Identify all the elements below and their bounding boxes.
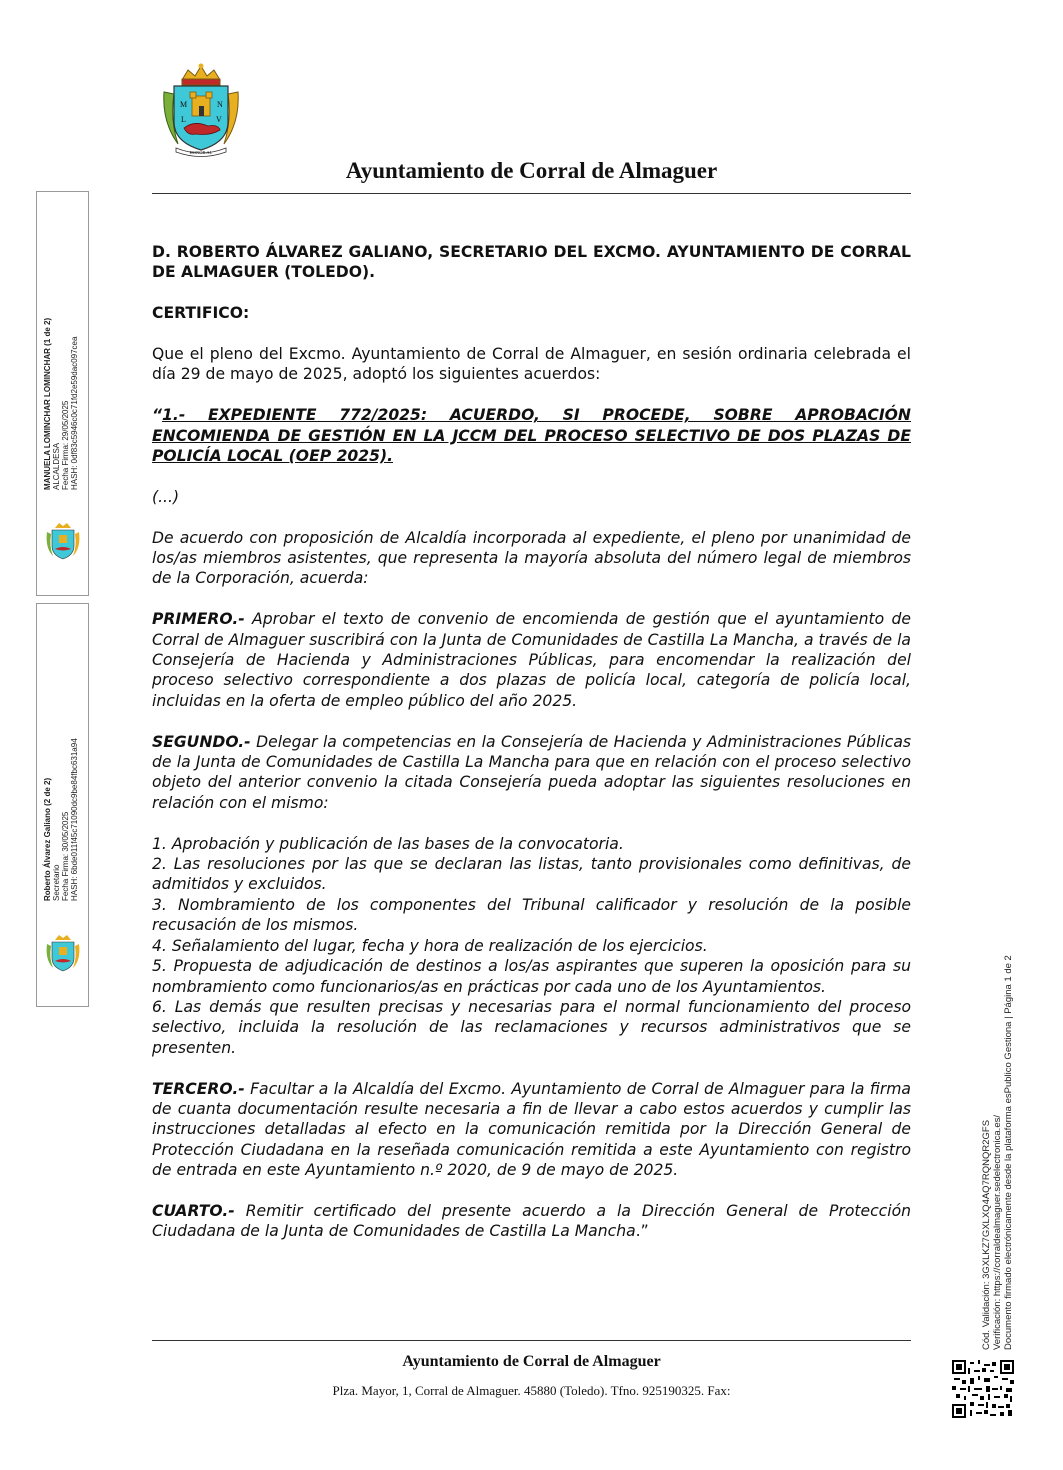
svg-text:L: L [181,115,186,124]
list-item: 2. Las resoluciones por las que se declaran las listas, tanto provisionales como definitivas, de admitidos y excluidos. [152,855,911,894]
resolution-intro: De acuerdo con proposición de Alcaldía incorporada al expediente, el pleno por unanimidad de los/as miembros asistentes, que representa la mayoría absoluta del número legal de miembros de la Corporación, acuerda: [152,528,911,588]
qr-code-icon [952,1360,1014,1418]
cuarto-paragraph [152,1201,911,1242]
signer-role: ALCALDESA [52,442,61,490]
segundo-text: Delegar la competencias en la Consejería de Hacienda y Administraciones Públicas de la Junta de Comunidades de Castilla La Mancha para que en relación con el proceso selectivo objeto del anterior convenio la citada Consejería pueda adoptar las siguientes resoluciones en relación con el mismo: [152,732,911,812]
document-body [152,242,911,1242]
svg-text:HONOR AL: HONOR AL [189,150,213,155]
svg-text:V: V [216,115,222,124]
ellipsis: (...) [152,487,180,506]
validation-code: Cód. Validación: 3GXLKZ7GXLXQ4AQ7RQNQR2GFS [981,1119,992,1350]
svg-text:M: M [180,100,188,109]
page-title: Ayuntamiento de Corral de Almaguer [345,158,718,183]
platform-note: Documento firmado electrónicamente desde la plataforma esPublico Gestiona | Página 1 de 2 [1003,955,1014,1350]
svg-text:N: N [217,100,223,109]
signature-date: Fecha Firma: 29/05/2025 [61,400,70,490]
footer-organization: Ayuntamiento de Corral de Almaguer [402,1353,661,1370]
list-item: 6. Las demás que resulten precisas y necesarias para el normal funcionamiento del proceso selectivo, incluida la resolución de las reclamaciones y recursos administrativos que se presenten. [152,997,911,1057]
signature-box-1 [36,191,89,596]
list-item: 1. Aprobación y publicación de las bases de la convocatoria. [152,834,624,853]
crest-icon [43,934,83,974]
verification-text [981,955,1014,1350]
signer-name: MANUELA LOMINCHAR LOMINCHAR (1 de 2) [43,317,52,490]
segundo-label: SEGUNDO.- [152,732,251,751]
tercero-label: TERCERO.- [152,1079,245,1098]
footer-rule [152,1340,911,1341]
list-item: 5. Propuesta de adjudicación de destinos a los/as aspirantes que superen la oposición para su nombramiento como funcionarios/as en prácticas por cada uno de los Ayuntamientos. [152,957,911,996]
signature-date: Fecha Firma: 30/05/2025 [61,811,70,901]
crown-icon [182,64,220,86]
certifico-label: CERTIFICO: [152,304,250,323]
header-rule [152,193,911,194]
primero-paragraph [152,609,911,711]
closing-quote: .” [635,1222,649,1241]
crest-icon [43,522,83,562]
signer-name: Roberto Álvarez Galiano (2 de 2) [43,777,52,901]
agenda-item-title: 1.- EXPEDIENTE 772/2025: ACUERDO, SI PROCEDE, SOBRE APROBACIÓN ENCOMIENDA DE GESTIÓN EN LA JCCM DEL PROCESO SELECTIVO DE DOS PLAZAS DE POLICÍA LOCAL (OEP 2025). [152,406,911,466]
signature-2-text [43,738,79,901]
municipal-crest-logo [160,62,242,158]
segundo-paragraph [152,732,911,814]
list-item: 3. Nombramiento de los componentes del Tribunal calificador y resolución de la posible recusación de los mismos. [152,895,911,935]
footer-address: Plza. Mayor, 1, Corral de Almaguer. 45880 (Toledo). Tfno. 925190325. Fax: [332,1383,731,1398]
tercero-paragraph [152,1079,911,1181]
verification-url[interactable]: Verificación: https://corraldealmaguer.sedelectronica.es/ [992,1115,1003,1350]
cuarto-label: CUARTO.- [152,1201,235,1220]
opening-quote: “ [152,406,163,425]
signature-hash: HASH: 0df83c5946c0c71fd2e59dac097cea [70,336,79,490]
signature-box-2 [36,603,89,1007]
signature-1-text [43,318,79,490]
signature-hash: HASH: 6bde011f45c71090dc9be84fbc631a94 [70,738,79,901]
intro-paragraph: Que el pleno del Excmo. Ayuntamiento de Corral de Almaguer, en sesión ordinaria celebrada el día 29 de mayo de 2025, adoptó los siguientes acuerdos: [152,345,911,384]
cuarto-text: Remitir certificado del presente acuerdo a la Dirección General de Protección Ciudadana de la Junta de Comunidades de Castilla La Mancha [152,1201,911,1241]
agenda-item [152,405,911,466]
primero-text: Aprobar el texto de convenio de encomienda de gestión que el ayuntamiento de Corral de Almaguer suscribirá con la Junta de Comunidades de Castilla La Mancha, a través de la Consejería de Hacienda y Administraciones Públicas, para encomendar la realización del proceso selectivo correspondiente a dos plazas de policía local, categoría de policía local, incluidas en la oferta de empleo público del año 2025. [152,610,911,710]
document-heading: D. ROBERTO ÁLVAREZ GALIANO, SECRETARIO DEL EXCMO. AYUNTAMIENTO DE CORRAL DE ALMAGUER (TOLEDO). [152,243,911,282]
signer-role: Secretario [52,864,61,901]
list-item: 4. Señalamiento del lugar, fecha y hora de realización de los ejercicios. [152,936,708,955]
primero-label: PRIMERO.- [152,610,245,629]
tercero-text: Facultar a la Alcaldía del Excmo. Ayuntamiento de Corral de Almaguer para la firma de cuanta documentación resulte necesaria a fin de llevar a cabo estos acuerdos y cumplir las instrucciones detalladas al efecto en la comunicación remitida por la Dirección General de Protección Ciudadana en la reseñada comunicación remitida a este Ayuntamiento con registro de entrada en este Ayuntamiento n.º 2020, de 9 de mayo de 2025. [152,1079,911,1180]
